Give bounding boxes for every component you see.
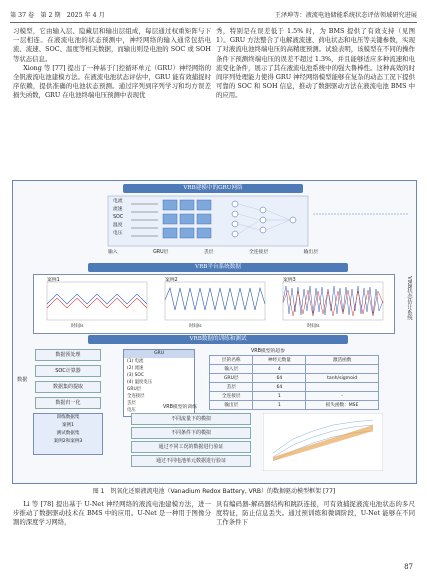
- dataset-label: 训练数据集: [56, 415, 80, 420]
- panel2-title: VRB平台系统数据: [88, 263, 348, 272]
- paragraph: Li 等 [78] 提出基于 U-Net 神经网络的液流电池建模方法，进一步推动了数据驱动技术在 BMS 中的应用。U-Net 是一种用于图像分割的深度学习网络，: [13, 500, 211, 527]
- train-item: 通过不同工况的数据进行验证: [131, 441, 251, 453]
- gru-box-title: GRU: [124, 350, 194, 358]
- table-cell: GRU层: [210, 374, 253, 383]
- header-left: 第 37 卷 第 2 期 2025 年 4 月: [10, 11, 105, 19]
- data-step: 数据预处理: [35, 349, 101, 361]
- layer-label: 输出层: [303, 250, 318, 255]
- input-label: 电压: [113, 231, 123, 236]
- param-title: VRB模型的超参: [251, 349, 285, 354]
- layer-label: GRU层: [153, 250, 169, 255]
- table-cell: 64: [253, 374, 306, 383]
- x-axis-label: 时间/s: [71, 324, 84, 329]
- layer-label: 丢层: [203, 250, 214, 255]
- param-table: [209, 355, 379, 410]
- input-labels: [113, 198, 123, 238]
- table-cell: [306, 365, 379, 374]
- side-label: VRB状态估计系统: [406, 276, 412, 321]
- layer-labels: [108, 248, 318, 255]
- train-item: 不同条件下的模拟: [131, 427, 251, 439]
- x-axis-label: 时间/s: [307, 324, 320, 329]
- table-cell: 丢层: [210, 383, 253, 392]
- gru-item: 电压: [127, 408, 136, 413]
- table-cell: -: [306, 392, 379, 401]
- paragraph: 秀，特别是在误差低于 1.5% 时，为 BMS 提供了有效支持（见图 1）。GRU 方法整合了电解液流速、荷电状态和电压等关键参数，实现了对液流电池终端电压的高精度预测。试验表明，该模型在不同的操作条件下预测终端电压的误差不超过 1.3%，并且能够适应多种流速和电流变化条件，展示了其在液流电池系统中的强大鲁棒性。这种高效的时间序列处理能力使得 GRU 神经网络模型能够在复杂的动态工况下提供可靠的 SOC 和 SOH 信息，推动了数据驱动方法在液流电池 BMS 中的应用。: [216, 27, 415, 100]
- input-label: 温度: [113, 223, 123, 228]
- data-column-title: 数据: [17, 377, 28, 383]
- column-left-top: [13, 27, 211, 177]
- gru-item: 全连接层: [127, 394, 145, 399]
- param-header: 神经元数量: [253, 356, 306, 365]
- data-step: 数据归一化: [35, 397, 101, 409]
- x-axis-label: 时间/s: [189, 324, 202, 329]
- column-right-bottom: [216, 500, 415, 560]
- table-cell: 1: [253, 401, 306, 410]
- figure-caption: 图 1 钒氧化还原液流电池（Vanadium Redox Battery, VRB）的数据驱动模型框架 [77]: [92, 488, 336, 495]
- column-left-bottom: [13, 500, 211, 560]
- dataset-label: 案例2和案例3: [53, 439, 83, 444]
- gru-item: (4) 温度电压: [127, 380, 153, 385]
- table-cell: 输入层: [210, 365, 253, 374]
- table-cell: 4: [253, 365, 306, 374]
- layer-label: 全连接层: [248, 250, 269, 255]
- table-row: [210, 365, 379, 374]
- data-step: SOC计算器: [35, 365, 101, 377]
- table-row: [210, 383, 379, 392]
- train-item: 通过不同电池单元数据进行验证: [131, 455, 251, 467]
- gru-item: (3) SOC: [127, 373, 144, 378]
- case3-label: 案例3: [283, 278, 296, 283]
- table-cell: 64: [253, 383, 306, 392]
- table-row: [210, 374, 379, 383]
- input-label: 电流: [113, 199, 123, 204]
- input-label: 流速: [113, 207, 123, 212]
- table-cell: 损失函数：MSE: [306, 401, 379, 410]
- param-header: 激活函数: [306, 356, 379, 365]
- table-cell: 1: [253, 392, 306, 401]
- gru-item: GRU层: [127, 387, 142, 392]
- table-cell: 输出层: [210, 401, 253, 410]
- gru-item: (1) 电流: [127, 359, 144, 364]
- gru-item: 丢层: [127, 401, 136, 406]
- panel1-title: VRB建模中的GRU网络: [123, 184, 303, 193]
- page-number: 87: [404, 563, 413, 571]
- table-row: [210, 401, 379, 410]
- case-plots-svg: [33, 274, 393, 332]
- figure-1: [12, 180, 417, 484]
- table-row: [210, 392, 379, 401]
- train-item: 不同流量下的模拟: [131, 413, 251, 425]
- param-header: 层的名称: [210, 356, 253, 365]
- dataset-group: [33, 413, 103, 455]
- paragraph: 具有编码器-解码器结构和跳跃连接，可有效捕捉液流电池状态的多尺度特征，防止信息丢失。通过预训练和微调阶段，U-Net 能够在不同工作条件下: [216, 500, 415, 527]
- header-right: 王泽坤等：液流电池储能系统状态评估领域研究进展: [274, 11, 417, 19]
- paragraph: 习模型，它由输入层、隐藏层和输出层组成，每层通过权重矩阵与下一层相连。在液流电池的状态预测中，神经网络的输入通常包括电流、流速、SOC、温度等相关数据，而输出则是电池的 SOC 或 SOH 等状态信息。: [13, 27, 211, 63]
- panel3-title: VRB数据的训练和测试: [88, 335, 348, 344]
- column-right-top: [216, 27, 415, 177]
- table-cell: tanh/sigmoid: [306, 374, 379, 383]
- gru-item: (2) 流速: [127, 366, 144, 371]
- paragraph: Xiong 等 [77] 提出了一种基于门控循环单元（GRU）神经网络的全钒液流电池建模方法。在液流电池状态评估中，GRU 能有效捕捉时序依赖，提供准确的电池状态预测。通过序列到序列学习和均方误差损失函数，GRU 在电池终端电压预测中表现优: [13, 63, 211, 100]
- table-cell: 全连接层: [210, 392, 253, 401]
- running-header: [10, 6, 417, 23]
- dataset-label: 测试数据集: [56, 431, 80, 436]
- dataset-label: 案例1: [61, 423, 75, 428]
- case2-label: 案例2: [165, 278, 178, 283]
- train-title: VRB模型的训练: [163, 405, 197, 410]
- surface-plot: [263, 413, 383, 471]
- layer-label: 输入: [108, 250, 118, 255]
- case1-label: 案例1: [47, 278, 60, 283]
- input-label: SOC: [113, 215, 124, 220]
- table-cell: [306, 383, 379, 392]
- data-step: 数据集的提取: [35, 381, 101, 393]
